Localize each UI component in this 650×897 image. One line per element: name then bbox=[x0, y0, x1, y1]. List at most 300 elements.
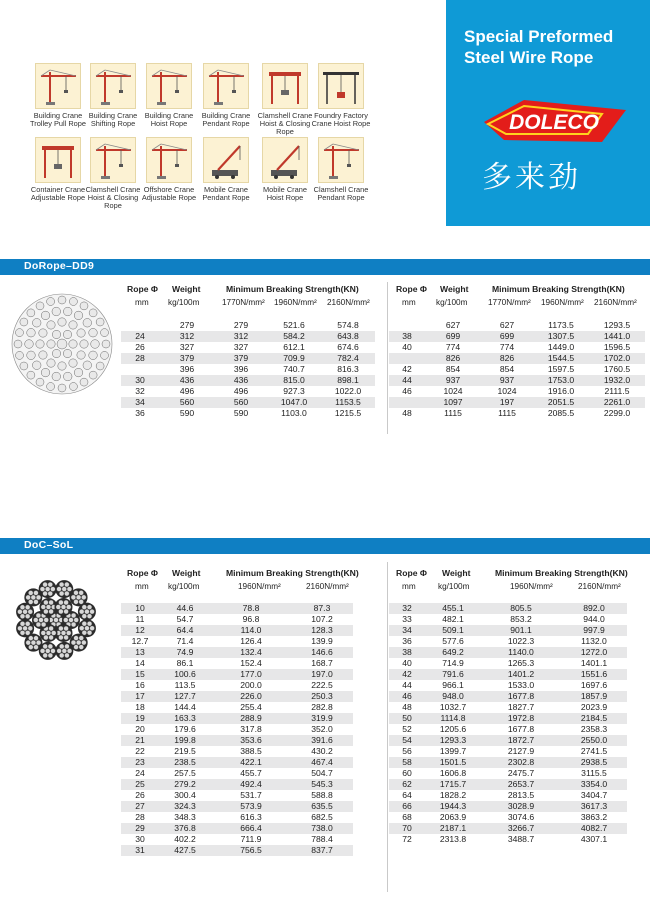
table-cell: 60 bbox=[402, 768, 412, 778]
table-cell: 1215.5 bbox=[334, 408, 362, 418]
table-cell: 16 bbox=[135, 680, 145, 690]
table-cell: 19 bbox=[121, 713, 159, 724]
table-cell: 427.5 bbox=[159, 845, 211, 856]
table-cell: 26 bbox=[135, 342, 145, 352]
rope-cross-section-dd9 bbox=[10, 292, 114, 396]
table-cell: 1702.0 bbox=[589, 353, 645, 364]
table-row bbox=[121, 408, 375, 419]
table-cell: 86.1 bbox=[176, 658, 194, 668]
table-cell: 72 bbox=[402, 834, 412, 844]
table-row bbox=[389, 353, 645, 364]
table-row bbox=[389, 625, 627, 636]
table-cell: 643.8 bbox=[321, 331, 375, 342]
table-row bbox=[121, 625, 353, 636]
table-row bbox=[389, 320, 645, 331]
table-cell bbox=[389, 320, 425, 331]
table-cell: 126.4 bbox=[240, 636, 262, 646]
table-cell: 531.7 bbox=[240, 790, 262, 800]
table-cell: 34 bbox=[121, 397, 159, 408]
table-cell: 33 bbox=[402, 614, 412, 624]
table-cell: 3404.7 bbox=[580, 790, 608, 800]
table-cell: 36 bbox=[402, 636, 412, 646]
table-cell: 200.0 bbox=[240, 680, 262, 690]
table-cell: 31 bbox=[121, 845, 159, 856]
table-cell: 635.5 bbox=[291, 801, 353, 812]
header-kg: kg/100m bbox=[168, 582, 200, 591]
table-cell: 1551.6 bbox=[561, 669, 627, 680]
application-item bbox=[27, 63, 89, 128]
table-cell: 1596.5 bbox=[603, 342, 631, 352]
table-cell: 1115 bbox=[444, 408, 462, 418]
table-cell: 430.2 bbox=[311, 746, 333, 756]
application-label-line: Clamshell Crane bbox=[313, 185, 369, 194]
table-cell: 34 bbox=[389, 625, 425, 636]
table-cell: 2063.9 bbox=[439, 812, 467, 822]
table-cell: 250.3 bbox=[291, 691, 353, 702]
table-cell: 1827.7 bbox=[507, 702, 535, 712]
table-row bbox=[389, 669, 627, 680]
table-cell: 788.4 bbox=[311, 834, 333, 844]
table-row bbox=[389, 342, 645, 353]
application-label-line: Offshore Crane bbox=[143, 185, 195, 194]
table-cell: 177.0 bbox=[211, 669, 291, 680]
table-cell: 26 bbox=[135, 790, 145, 800]
table-cell: 28 bbox=[121, 353, 159, 364]
table-cell: 29 bbox=[121, 823, 159, 834]
table-cell: 2127.9 bbox=[507, 746, 535, 756]
table-row bbox=[389, 713, 627, 724]
table-cell: 388.5 bbox=[240, 746, 262, 756]
table-cell: 128.3 bbox=[291, 625, 353, 636]
table-cell: 1293.5 bbox=[603, 320, 631, 330]
table-cell: 28 bbox=[135, 812, 145, 822]
table-cell: 496 bbox=[233, 386, 249, 396]
logo-wordmark: DOLECO bbox=[509, 111, 599, 134]
table-cell: 2813.5 bbox=[507, 790, 535, 800]
table-row bbox=[121, 834, 353, 845]
table-cell: 1828.2 bbox=[439, 790, 467, 800]
table-cell: 58 bbox=[389, 757, 425, 768]
table-cell: 127.7 bbox=[159, 691, 211, 702]
table-cell: 1715.7 bbox=[425, 779, 481, 790]
table-cell: 132.4 bbox=[211, 647, 291, 658]
table-row bbox=[389, 691, 627, 702]
table-cell: 64 bbox=[402, 790, 412, 800]
table-cell: 13 bbox=[121, 647, 159, 658]
table-row bbox=[389, 603, 627, 614]
table-cell: 944.0 bbox=[583, 614, 605, 624]
table-cell: 1140.0 bbox=[481, 647, 561, 658]
table-cell: 826 bbox=[425, 353, 481, 364]
application-label-line: Pendant Rope bbox=[317, 193, 365, 202]
table-cell: 279.2 bbox=[159, 779, 211, 790]
table-cell: 699 bbox=[481, 331, 533, 342]
table-cell: 68 bbox=[402, 812, 412, 822]
table-row bbox=[121, 669, 353, 680]
table-cell: 574.8 bbox=[337, 320, 359, 330]
table-cell: 649.2 bbox=[425, 647, 481, 658]
application-label bbox=[254, 112, 316, 136]
application-label-line: Mobile Crane bbox=[204, 185, 248, 194]
table-cell: 71.4 bbox=[176, 636, 194, 646]
table-cell: 197 bbox=[481, 397, 533, 408]
table-cell: 238.5 bbox=[159, 757, 211, 768]
title-line-2: Steel Wire Rope bbox=[464, 48, 594, 67]
header-grade-1960: 1960N/mm² bbox=[541, 298, 584, 307]
table-cell: 1753.0 bbox=[533, 375, 589, 386]
table-row bbox=[121, 680, 353, 691]
application-label bbox=[82, 112, 144, 128]
table-cell bbox=[121, 320, 159, 331]
application-item bbox=[254, 137, 316, 202]
table-cell: 711.9 bbox=[240, 834, 262, 844]
table-row bbox=[389, 331, 645, 342]
application-label bbox=[27, 186, 89, 202]
table-cell: 756.5 bbox=[211, 845, 291, 856]
table-divider bbox=[387, 282, 388, 434]
application-label-line: Shifting Rope bbox=[90, 119, 136, 128]
table-cell: 48 bbox=[402, 702, 412, 712]
table-cell: 288.9 bbox=[211, 713, 291, 724]
table-cell: 816.3 bbox=[337, 364, 359, 374]
table-row bbox=[121, 845, 353, 856]
table-cell: 436 bbox=[159, 375, 215, 386]
table-cell: 107.2 bbox=[311, 614, 333, 624]
application-label-line: Rope bbox=[104, 201, 122, 210]
table-cell: 714.9 bbox=[442, 658, 464, 668]
table-cell: 1022.0 bbox=[334, 386, 362, 396]
header-grade-1960: 1960N/mm² bbox=[510, 582, 553, 591]
table-cell: 48 bbox=[402, 408, 412, 418]
section-title-dd9: DoRope–DD9 bbox=[24, 260, 95, 272]
table-cell: 12 bbox=[121, 625, 159, 636]
table-cell: 854 bbox=[445, 364, 461, 374]
application-item bbox=[138, 137, 200, 202]
table-cell: 612.1 bbox=[283, 342, 305, 352]
header-grade-1770: 1770N/mm² bbox=[488, 298, 531, 307]
table-row bbox=[121, 364, 375, 375]
section-title-sol: DoC–SoL bbox=[24, 539, 74, 551]
table-row bbox=[121, 397, 375, 408]
table-cell: 50 bbox=[389, 713, 425, 724]
application-label-line: Hoist Rope bbox=[150, 119, 188, 128]
application-item bbox=[310, 63, 372, 128]
table-cell: 791.6 bbox=[425, 669, 481, 680]
header-kg: kg/100m bbox=[436, 298, 468, 307]
table-cell: 2184.5 bbox=[561, 713, 627, 724]
table-cell: 46 bbox=[402, 386, 412, 396]
table-cell: 948.0 bbox=[425, 691, 481, 702]
table-cell: 1697.6 bbox=[580, 680, 608, 690]
table-cell: 11 bbox=[135, 614, 145, 624]
table-cell: 396 bbox=[233, 364, 249, 374]
table-cell: 1441.0 bbox=[589, 331, 645, 342]
application-label-line: Hoist & Closing bbox=[87, 193, 139, 202]
header-weight: Weight bbox=[172, 568, 201, 578]
table-cell: 1501.5 bbox=[425, 757, 481, 768]
clamshell-crane-icon bbox=[90, 137, 136, 183]
table-cell: 25 bbox=[121, 779, 159, 790]
table-cell: 892.0 bbox=[561, 603, 627, 614]
table-cell: 1606.8 bbox=[439, 768, 467, 778]
application-label-line: Adjustable Rope bbox=[30, 193, 86, 202]
table-cell: 545.3 bbox=[291, 779, 353, 790]
table-cell: 590 bbox=[179, 408, 195, 418]
header-grade-1960: 1960N/mm² bbox=[238, 582, 281, 591]
table-cell: 1872.7 bbox=[481, 735, 561, 746]
table-cell: 27 bbox=[121, 801, 159, 812]
table-cell: 152.4 bbox=[240, 658, 262, 668]
table-cell: 853.2 bbox=[510, 614, 532, 624]
table-cell: 2741.5 bbox=[580, 746, 608, 756]
table-row bbox=[121, 636, 353, 647]
table-cell bbox=[121, 364, 159, 375]
application-label bbox=[195, 112, 257, 128]
header-mm: mm bbox=[402, 582, 416, 591]
table-cell: 1401.1 bbox=[580, 658, 608, 668]
table-row bbox=[121, 735, 353, 746]
table-row bbox=[121, 823, 353, 834]
table-cell: 1293.3 bbox=[425, 735, 481, 746]
header-kg: kg/100m bbox=[438, 582, 470, 591]
table-row bbox=[121, 375, 375, 386]
application-label bbox=[310, 186, 372, 202]
mobile-crane-icon bbox=[203, 137, 249, 183]
container-crane-icon bbox=[35, 137, 81, 183]
table-cell: 3028.9 bbox=[481, 801, 561, 812]
dd9-table-left bbox=[121, 320, 375, 419]
offshore-crane-icon bbox=[146, 137, 192, 183]
table-cell: 937 bbox=[481, 375, 533, 386]
table-row bbox=[121, 757, 353, 768]
table-cell: 17 bbox=[121, 691, 159, 702]
clamshell-crane-icon bbox=[262, 63, 308, 109]
table-cell: 2475.7 bbox=[507, 768, 535, 778]
table-cell: 1265.3 bbox=[507, 658, 535, 668]
application-label bbox=[138, 112, 200, 128]
table-cell: 4082.7 bbox=[561, 823, 627, 834]
table-row bbox=[121, 724, 353, 735]
table-cell: 682.5 bbox=[311, 812, 333, 822]
table-cell: 1677.8 bbox=[507, 724, 535, 734]
table-cell: 100.6 bbox=[159, 669, 211, 680]
title-line-1: Special Preformed bbox=[464, 27, 614, 46]
application-label-line: Clamshell Crane bbox=[85, 185, 141, 194]
table-cell: 1173.5 bbox=[548, 320, 574, 330]
table-cell: 774 bbox=[499, 342, 515, 352]
table-cell: 2313.8 bbox=[439, 834, 467, 844]
application-label-line: Rope bbox=[276, 127, 294, 136]
application-label-line: Pendant Rope bbox=[202, 193, 250, 202]
table-row bbox=[389, 801, 627, 812]
table-cell: 1597.5 bbox=[547, 364, 575, 374]
table-row bbox=[389, 408, 645, 419]
table-row bbox=[389, 779, 627, 790]
application-label-line: Hoist Rope bbox=[266, 193, 304, 202]
table-cell: 2085.5 bbox=[547, 408, 575, 418]
application-label-line: Foundry Factory bbox=[314, 111, 368, 120]
application-label-line: Pendant Rope bbox=[202, 119, 250, 128]
table-cell: 509.1 bbox=[425, 625, 481, 636]
table-cell: 504.7 bbox=[311, 768, 333, 778]
table-cell: 4307.1 bbox=[580, 834, 608, 844]
table-cell: 42 bbox=[402, 364, 412, 374]
application-item bbox=[82, 137, 144, 210]
table-row bbox=[389, 823, 627, 834]
table-cell: 139.9 bbox=[311, 636, 333, 646]
table-cell: 56 bbox=[402, 746, 412, 756]
tower-crane-hoist-icon bbox=[146, 63, 192, 109]
tower-crane-trolley-icon bbox=[35, 63, 81, 109]
table-row bbox=[121, 801, 353, 812]
table-cell: 521.6 bbox=[283, 320, 305, 330]
table-cell: 54.7 bbox=[176, 614, 194, 624]
table-cell: 54 bbox=[389, 735, 425, 746]
table-cell: 312 bbox=[215, 331, 267, 342]
table-cell: 577.6 bbox=[442, 636, 464, 646]
table-cell: 560 bbox=[159, 397, 215, 408]
application-label-line: Clamshell Crane bbox=[257, 111, 313, 120]
table-row bbox=[389, 834, 627, 845]
header-mm: mm bbox=[402, 298, 416, 307]
table-cell: 30 bbox=[135, 834, 145, 844]
table-cell: 20 bbox=[135, 724, 145, 734]
application-label-line: Building Crane bbox=[33, 111, 83, 120]
table-cell: 219.5 bbox=[174, 746, 196, 756]
table-cell: 573.9 bbox=[211, 801, 291, 812]
table-cell: 114.0 bbox=[211, 625, 291, 636]
table-row bbox=[389, 702, 627, 713]
table-row bbox=[121, 790, 353, 801]
table-cell: 3266.7 bbox=[481, 823, 561, 834]
table-cell: 3488.7 bbox=[507, 834, 535, 844]
table-cell: 96.8 bbox=[242, 614, 260, 624]
table-cell: 352.0 bbox=[311, 724, 333, 734]
table-cell: 805.5 bbox=[481, 603, 561, 614]
table-cell: 353.6 bbox=[211, 735, 291, 746]
table-row bbox=[389, 397, 645, 408]
application-label-line: Crane Hoist Rope bbox=[311, 119, 371, 128]
table-row bbox=[121, 342, 375, 353]
table-cell: 22 bbox=[135, 746, 145, 756]
table-cell: 1916.0 bbox=[547, 386, 575, 396]
table-row bbox=[121, 746, 353, 757]
table-cell: 1944.3 bbox=[425, 801, 481, 812]
table-row bbox=[121, 603, 353, 614]
table-cell: 327 bbox=[233, 342, 249, 352]
table-cell: 44 bbox=[389, 375, 425, 386]
mobile-crane-hoist-icon bbox=[262, 137, 308, 183]
table-cell: 901.1 bbox=[481, 625, 561, 636]
table-cell: 391.6 bbox=[291, 735, 353, 746]
table-cell bbox=[389, 353, 425, 364]
table-cell: 312 bbox=[159, 331, 215, 342]
application-label-line: Building Crane bbox=[201, 111, 251, 120]
table-cell: 317.8 bbox=[240, 724, 262, 734]
table-cell: 78.8 bbox=[211, 603, 291, 614]
table-cell: 255.4 bbox=[240, 702, 262, 712]
table-cell: 674.6 bbox=[337, 342, 359, 352]
table-cell: 32 bbox=[389, 603, 425, 614]
table-cell: 666.4 bbox=[211, 823, 291, 834]
sol-table-left bbox=[121, 603, 353, 856]
table-cell: 740.7 bbox=[283, 364, 305, 374]
table-cell: 146.6 bbox=[291, 647, 353, 658]
table-cell: 560 bbox=[215, 397, 267, 408]
table-row bbox=[389, 658, 627, 669]
header-weight: Weight bbox=[440, 284, 469, 294]
table-row bbox=[389, 636, 627, 647]
header-weight: Weight bbox=[442, 568, 471, 578]
header-grade-2160: 2160N/mm² bbox=[306, 582, 349, 591]
table-cell: 66 bbox=[389, 801, 425, 812]
table-cell: 492.4 bbox=[211, 779, 291, 790]
table-cell: 12.7 bbox=[131, 636, 149, 646]
tower-crane-pendant-icon bbox=[203, 63, 249, 109]
application-label-line: Trolley Pull Rope bbox=[30, 119, 86, 128]
table-cell: 2111.5 bbox=[604, 386, 630, 396]
table-cell: 279 bbox=[179, 320, 195, 330]
table-cell: 64.4 bbox=[159, 625, 211, 636]
table-cell: 376.8 bbox=[159, 823, 211, 834]
table-cell: 42 bbox=[389, 669, 425, 680]
section-bar-sol bbox=[0, 538, 650, 554]
header-rope: Rope Φ bbox=[396, 568, 427, 578]
table-cell: 144.4 bbox=[174, 702, 196, 712]
table-cell: 402.2 bbox=[174, 834, 196, 844]
table-row bbox=[389, 757, 627, 768]
table-cell: 24 bbox=[121, 331, 159, 342]
application-item bbox=[195, 63, 257, 128]
table-cell: 257.5 bbox=[174, 768, 196, 778]
brand-chinese-name: 多来劲 bbox=[482, 160, 581, 195]
table-cell: 14 bbox=[135, 658, 145, 668]
table-cell: 1544.5 bbox=[533, 353, 589, 364]
table-cell: 3115.5 bbox=[581, 768, 607, 778]
table-cell: 1677.8 bbox=[481, 691, 561, 702]
header-grade-2160: 2160N/mm² bbox=[594, 298, 637, 307]
table-cell: 379 bbox=[215, 353, 267, 364]
table-row bbox=[121, 658, 353, 669]
table-cell: 3354.0 bbox=[561, 779, 627, 790]
table-cell: 815.0 bbox=[267, 375, 321, 386]
table-cell: 24 bbox=[135, 768, 145, 778]
table-cell: 1857.9 bbox=[561, 691, 627, 702]
header-grade-1770: 1770N/mm² bbox=[222, 298, 265, 307]
table-cell: 1024 bbox=[443, 386, 463, 396]
table-cell: 422.1 bbox=[211, 757, 291, 768]
table-row bbox=[389, 386, 645, 397]
table-cell: 738.0 bbox=[291, 823, 353, 834]
table-row bbox=[389, 746, 627, 757]
table-cell: 87.3 bbox=[291, 603, 353, 614]
table-cell: 1307.5 bbox=[533, 331, 589, 342]
table-row bbox=[121, 691, 353, 702]
table-cell: 1932.0 bbox=[589, 375, 645, 386]
table-cell: 436 bbox=[215, 375, 267, 386]
header-strength: Minimum Breaking Strength(KN) bbox=[492, 284, 625, 294]
table-cell: 3074.6 bbox=[507, 812, 535, 822]
table-cell: 2187.1 bbox=[425, 823, 481, 834]
application-item bbox=[254, 63, 316, 136]
table-cell: 15 bbox=[121, 669, 159, 680]
table-cell: 36 bbox=[135, 408, 145, 418]
table-cell: 616.3 bbox=[240, 812, 262, 822]
table-cell: 2051.5 bbox=[533, 397, 589, 408]
table-cell: 38 bbox=[389, 647, 425, 658]
table-cell: 1399.7 bbox=[439, 746, 467, 756]
table-cell: 937 bbox=[425, 375, 481, 386]
